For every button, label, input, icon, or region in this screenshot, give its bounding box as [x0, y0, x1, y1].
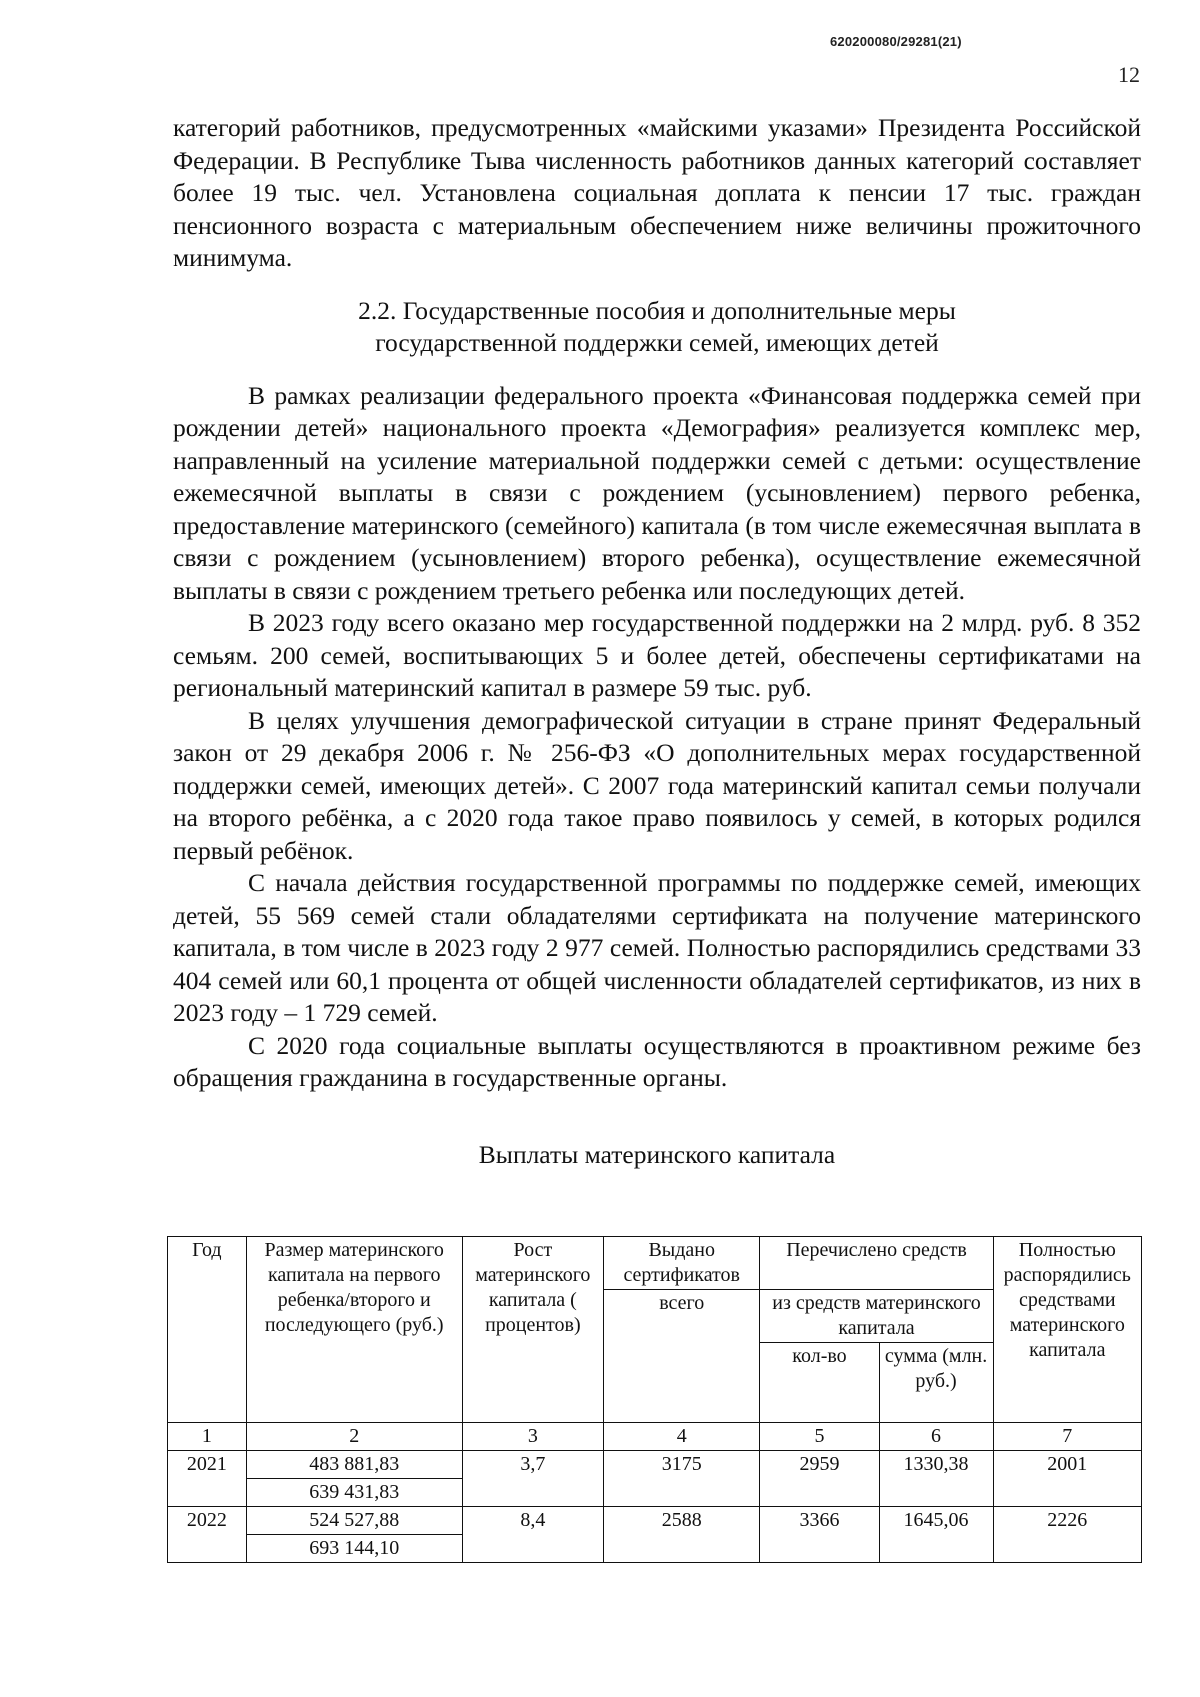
cell-year: 2022: [168, 1507, 247, 1563]
cell-growth: 8,4: [462, 1507, 603, 1563]
paragraph-5: С 2020 года социальные выплаты осуществляются в проактивном режиме без обращения гражданина в государственные органы.: [173, 1030, 1141, 1092]
header-transferred: Перечислено средств: [760, 1237, 993, 1290]
col-number: 7: [993, 1423, 1141, 1451]
cell-size-first: 483 881,83: [246, 1451, 462, 1479]
cell-size-first: 524 527,88: [246, 1507, 462, 1535]
header-transferred-sub: из средств материнского капитала: [760, 1290, 993, 1343]
col-number: 2: [246, 1423, 462, 1451]
header-issued: Выдано сертификатов: [604, 1237, 760, 1290]
registration-number: 620200080/29281(21): [830, 34, 962, 49]
section-heading: [173, 295, 1141, 360]
cell-count: 3366: [760, 1507, 879, 1563]
paragraph-2: В 2023 году всего оказано мер государственной поддержки на 2 млрд. руб. 8 352 семьям. 200 семей, воспитывающих 5 и более детей, обеспечены сертификатами на региональный материнский капитал в размере 59 тыс. руб.: [173, 608, 1141, 702]
cell-fully: 2001: [993, 1451, 1141, 1507]
header-size: Размер материнского капитала на первого ребенка/второго и последующего (руб.): [246, 1237, 462, 1423]
cell-size-second: 693 144,10: [246, 1535, 462, 1563]
maternity-capital-table: [167, 1236, 1142, 1563]
col-number: 6: [879, 1423, 993, 1451]
col-number: 4: [604, 1423, 760, 1451]
col-number: 3: [462, 1423, 603, 1451]
table-row: [168, 1507, 1142, 1535]
paragraph-4: С начала действия государственной программы по поддержке семей, имеющих детей, 55 569 семей стали обладателями сертификата на получение материнского капитала, в том числе в 2023 году 2 977 семей. Полностью распорядились средствами 33 404 семей или 60,1 процента от общей численности обладателей сертификатов, из них в 2023 году – 1 729 семей.: [173, 868, 1141, 1027]
header-fully-disposed: Полностью распорядились средствами материнского капитала: [993, 1237, 1141, 1423]
table-title: Выплаты материнского капитала: [478, 1139, 836, 1169]
cell-fully: 2226: [993, 1507, 1141, 1563]
page-number: 12: [1118, 62, 1140, 87]
section-heading-line-2: государственной поддержки семей, имеющих детей: [375, 328, 939, 357]
header-growth: Рост материнского капитала ( процентов): [462, 1237, 603, 1423]
col-number: 1: [168, 1423, 247, 1451]
header-issued-total: всего: [604, 1290, 760, 1423]
cell-year: 2021: [168, 1451, 247, 1507]
cell-issued: 3175: [604, 1451, 760, 1507]
document-body: [173, 112, 1141, 1189]
paragraph-3: В целях улучшения демографической ситуации в стране принят Федеральный закон от 29 декабря 2006 г. № 256-ФЗ «О дополнительных мерах государственной поддержки семей, имеющих детей». С 2007 года материнский капитал семьи получали на второго ребёнка, а с 2020 года такое право появилось у семей, в которых родился первый ребёнок.: [173, 705, 1141, 865]
header-sum: сумма (млн. руб.): [879, 1343, 993, 1423]
header-year: Год: [168, 1237, 247, 1423]
paragraph-intro: категорий работников, предусмотренных «майскими указами» Президента Российской Федерации. В Республике Тыва численность работников данных категорий составляет более 19 тыс. чел. Установлена социальная доплата к пенсии 17 тыс. граждан пенсионного возраста с материальным обеспечением ниже величины прожиточного минимума.: [173, 113, 1141, 272]
header-count: кол-во: [760, 1343, 879, 1423]
section-heading-line-1: 2.2. Государственные пособия и дополнительные меры: [358, 295, 956, 325]
cell-sum: 1330,38: [879, 1451, 993, 1507]
cell-count: 2959: [760, 1451, 879, 1507]
col-number: 5: [760, 1423, 879, 1451]
cell-growth: 3,7: [462, 1451, 603, 1507]
cell-size-second: 639 431,83: [246, 1479, 462, 1507]
paragraph-1: В рамках реализации федерального проекта «Финансовая поддержка семей при рождении детей» национального проекта «Демография» реализуется комплекс мер, направленный на усиление материальной поддержки семей с детьми: осуществление ежемесячной выплаты в связи с рождением (усыновлением) первого ребенка, предоставление материнского (семейного) капитала (в том числе ежемесячная выплата в связи с рождением (усыновлением) второго ребенка), осуществление ежемесячной выплаты в связи с рождением третьего ребенка или последующих детей.: [173, 380, 1141, 605]
table-header-row-1: [168, 1237, 1142, 1290]
table-row: [168, 1451, 1142, 1479]
cell-issued: 2588: [604, 1507, 760, 1563]
cell-sum: 1645,06: [879, 1507, 993, 1563]
table-column-numbers: [168, 1423, 1142, 1451]
